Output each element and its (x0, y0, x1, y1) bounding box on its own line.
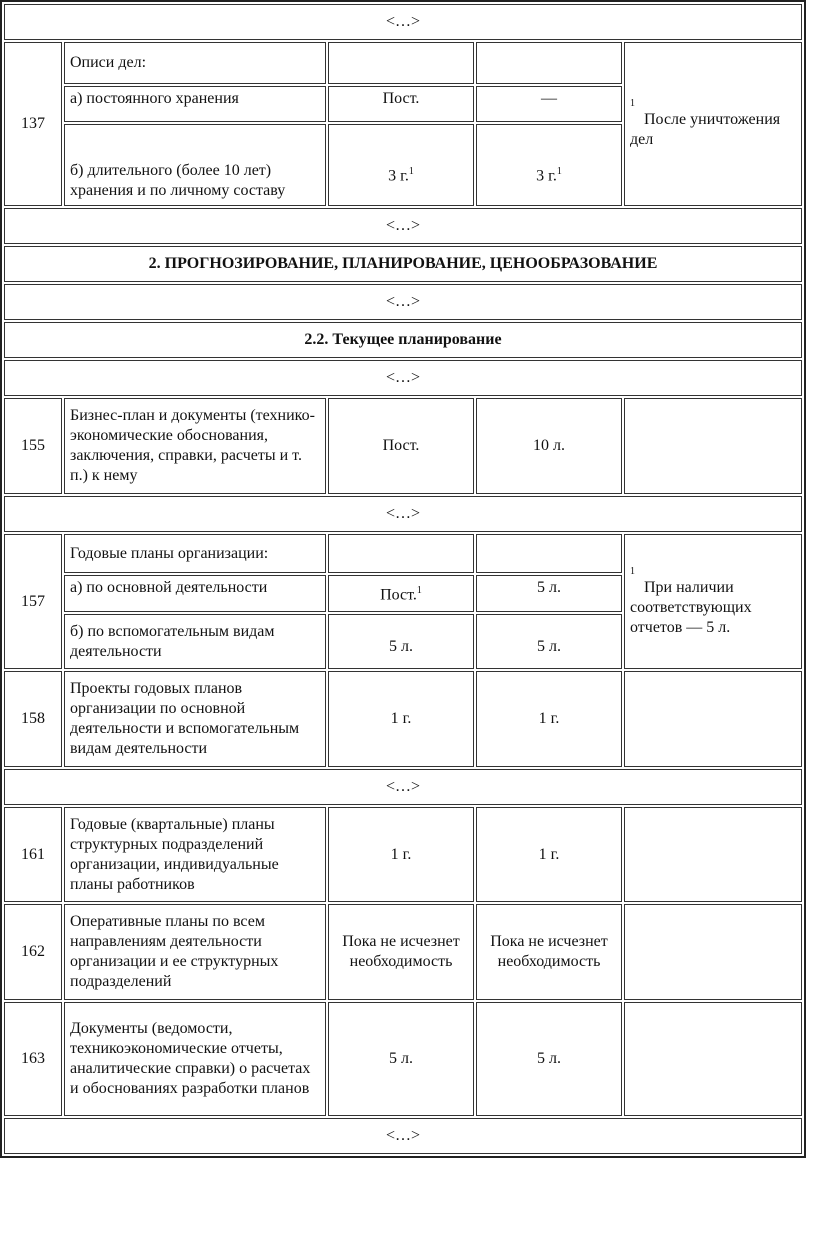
term-cell: 10 л. (476, 398, 622, 494)
note-cell (624, 398, 802, 494)
row-desc: б) по вспомогательным видам деятельности (64, 614, 326, 669)
term-cell: 5 л. (476, 614, 622, 669)
term-cell: 5 л. (476, 575, 622, 612)
table-row (4, 807, 802, 902)
table-row (4, 398, 802, 494)
table-row (4, 1002, 802, 1116)
term-cell: 1 г. (476, 671, 622, 767)
row-number: 163 (4, 1002, 62, 1116)
row-desc: Бизнес-план и документы (технико-экономические обоснования, заключения, справки, расчеты и т. п.) к нему (64, 398, 326, 494)
footnote-mark: 1 (630, 98, 635, 109)
term-cell: 1 г. (476, 807, 622, 902)
row-desc: Документы (ведомости, техникоэкономические отчеты, аналитические справки) о расчетах и обоснованиях разработки планов (64, 1002, 326, 1116)
row-desc: а) по основной деятельности (64, 575, 326, 612)
omission-row: <…> (4, 496, 802, 532)
row-desc: б) длительного (более 10 лет) хранения и по личному составу (64, 124, 326, 206)
row-title: Описи дел: (64, 42, 326, 84)
table-row (4, 671, 802, 767)
note-cell (624, 807, 802, 902)
row-number: 162 (4, 904, 62, 1000)
term-cell: 5 л. (328, 614, 474, 669)
note-text: После уничтожения дел (630, 111, 781, 148)
term-cell: Пост. (328, 398, 474, 494)
term-cell: Пост.$^1$ (328, 575, 474, 612)
note-cell (624, 904, 802, 1000)
row-desc: Оперативные планы по всем направлениям деятельности организации и ее структурных подразделений (64, 904, 326, 1000)
row-number: 158 (4, 671, 62, 767)
term-cell: 5 л. (328, 1002, 474, 1116)
term-cell: Пока не исчезнет необходимость (328, 904, 474, 1000)
empty-cell (476, 42, 622, 84)
omission-row: <…> (4, 4, 802, 40)
term-cell: Пост. (328, 86, 474, 122)
row-desc: Годовые (квартальные) планы структурных подразделений организации, индивидуальные планы работников (64, 807, 326, 902)
footnote-mark: 1 (630, 565, 635, 577)
table-row (4, 904, 802, 1000)
row-number: 137 (4, 42, 62, 206)
empty-cell (328, 42, 474, 84)
row-desc: а) постоянного хранения (64, 86, 326, 122)
term-cell: 1 г. (328, 671, 474, 767)
term-cell: 3 г.$^1$ (476, 124, 622, 206)
term-cell: Пока не исчезнет необходимость (476, 904, 622, 1000)
row-title: Годовые планы организации: (64, 534, 326, 573)
note-cell (624, 534, 802, 669)
omission-row: <…> (4, 769, 802, 805)
note-cell (624, 1002, 802, 1116)
term-cell: 3 г.$^1$ (328, 124, 474, 206)
row-desc: Проекты годовых планов организации по основной деятельности и вспомогательным видам деятельности (64, 671, 326, 767)
term-cell: 1 г. (328, 807, 474, 902)
table-row (4, 42, 802, 84)
omission-row: <…> (4, 360, 802, 396)
note-text: При наличии соответствующих отчетов — 5 л. (630, 578, 752, 636)
row-number: 157 (4, 534, 62, 669)
term-cell: — (476, 86, 622, 122)
omission-row: <…> (4, 284, 802, 320)
note-cell (624, 671, 802, 767)
table-row (4, 534, 802, 573)
empty-cell (328, 534, 474, 573)
row-number: 155 (4, 398, 62, 494)
subsection-heading: 2.2. Текущее планирование (4, 322, 802, 358)
empty-cell (476, 534, 622, 573)
omission-row: <…> (4, 1118, 802, 1154)
row-number: 161 (4, 807, 62, 902)
term-cell: 5 л. (476, 1002, 622, 1116)
omission-row: <…> (4, 208, 802, 244)
section-heading: 2. ПРОГНОЗИРОВАНИЕ, ПЛАНИРОВАНИЕ, ЦЕНООБРАЗОВАНИЕ (4, 246, 802, 282)
note-cell (624, 42, 802, 206)
